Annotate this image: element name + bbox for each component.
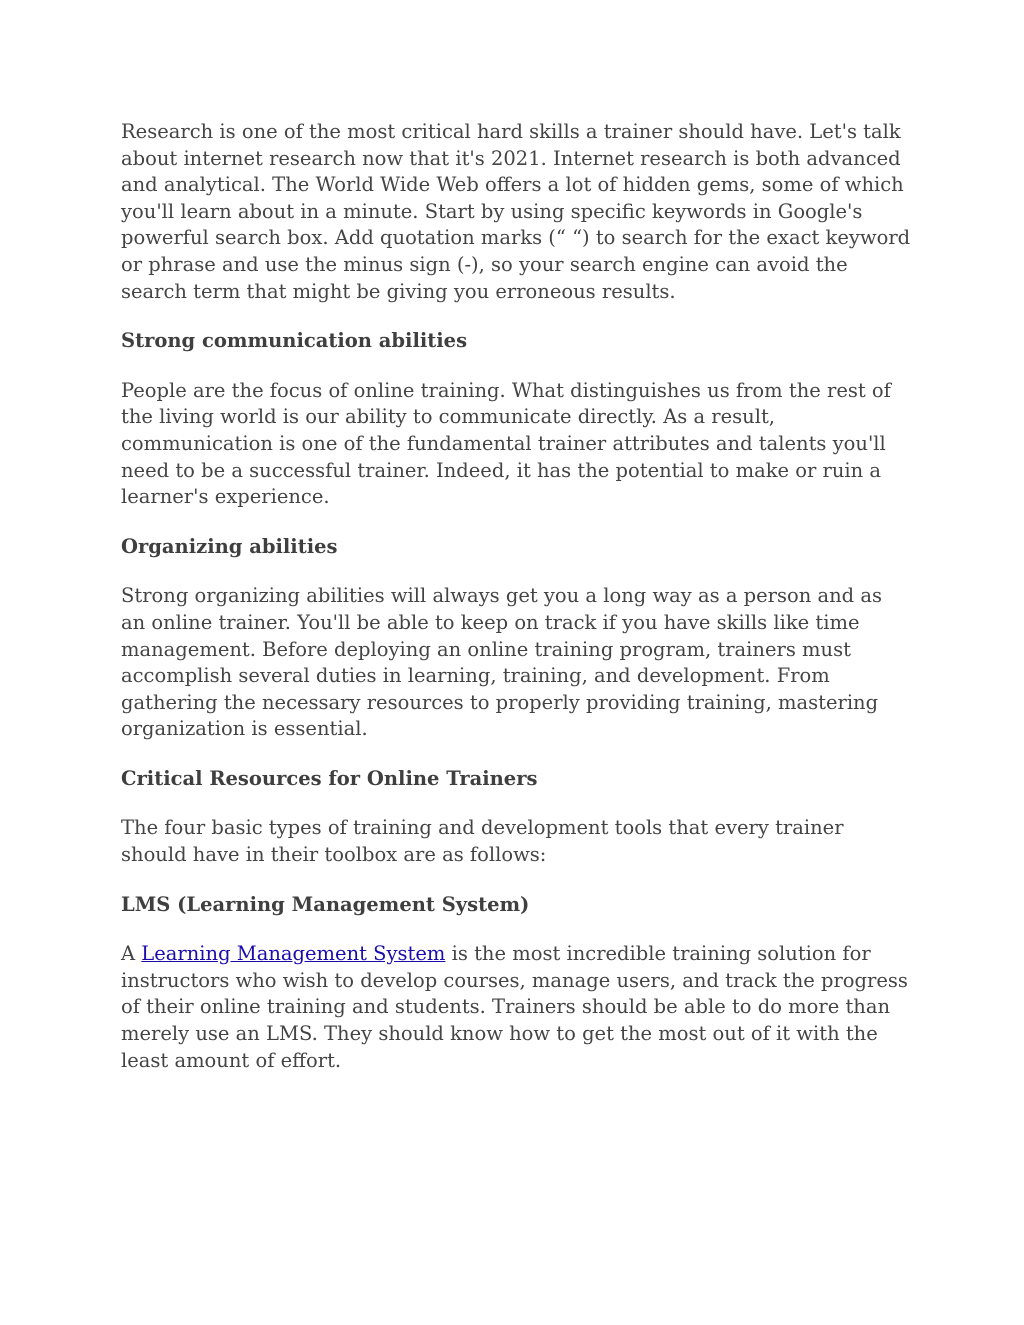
document-page <box>121 119 911 1097</box>
heading-organizing-abilities: Organizing abilities <box>121 534 338 558</box>
paragraph-lms-suffix: is the most incredible training solution for instructors who wish to develop courses, manage users, and track the progress of their online training and students. Trainers should be able to do more than merely use an LMS. They should know how to get the most out of it with the least amount of effort. <box>121 942 908 1072</box>
heading-strong-communication: Strong communication abilities <box>121 329 468 353</box>
paragraph-research: Research is one of the most critical hard skills a trainer should have. Let's talk about internet research now that it's 2021. Internet research is both advanced and analytical. The World Wide Web offers a lot of hidden gems, some of which you'll learn about in a minute. Start by using specific keywords in Google's powerful search box. Add quotation marks (“ “) to search for the exact keyword or phrase and use the minus sign (-), so your search engine can avoid the search term that might be giving you erroneous results. <box>121 120 911 303</box>
paragraph-lms <box>121 941 911 1074</box>
paragraph-organizing: Strong organizing abilities will always get you a long way as a person and as an online trainer. You'll be able to keep on track if you have skills like time management. Before deploying an online training program, trainers must accomplish several duties in learning, training, and development. From gathering the necessary resources to properly providing training, mastering organization is essential. <box>121 584 882 741</box>
paragraph-lms-prefix: A <box>121 942 142 966</box>
heading-lms: LMS (Learning Management System) <box>121 892 530 916</box>
heading-critical-resources: Critical Resources for Online Trainers <box>121 766 538 790</box>
paragraph-communication: People are the focus of online training. What distinguishes us from the rest of the living world is our ability to communicate directly. As a result, communication is one of the fundamental trainer attributes and talents you'll need to be a successful trainer. Indeed, it has the potential to make or ruin a learner's experience. <box>121 378 891 509</box>
paragraph-resources: The four basic types of training and development tools that every trainer should have in their toolbox are as follows: <box>121 816 844 867</box>
learning-management-system-link[interactable]: Learning Management System <box>141 942 446 966</box>
